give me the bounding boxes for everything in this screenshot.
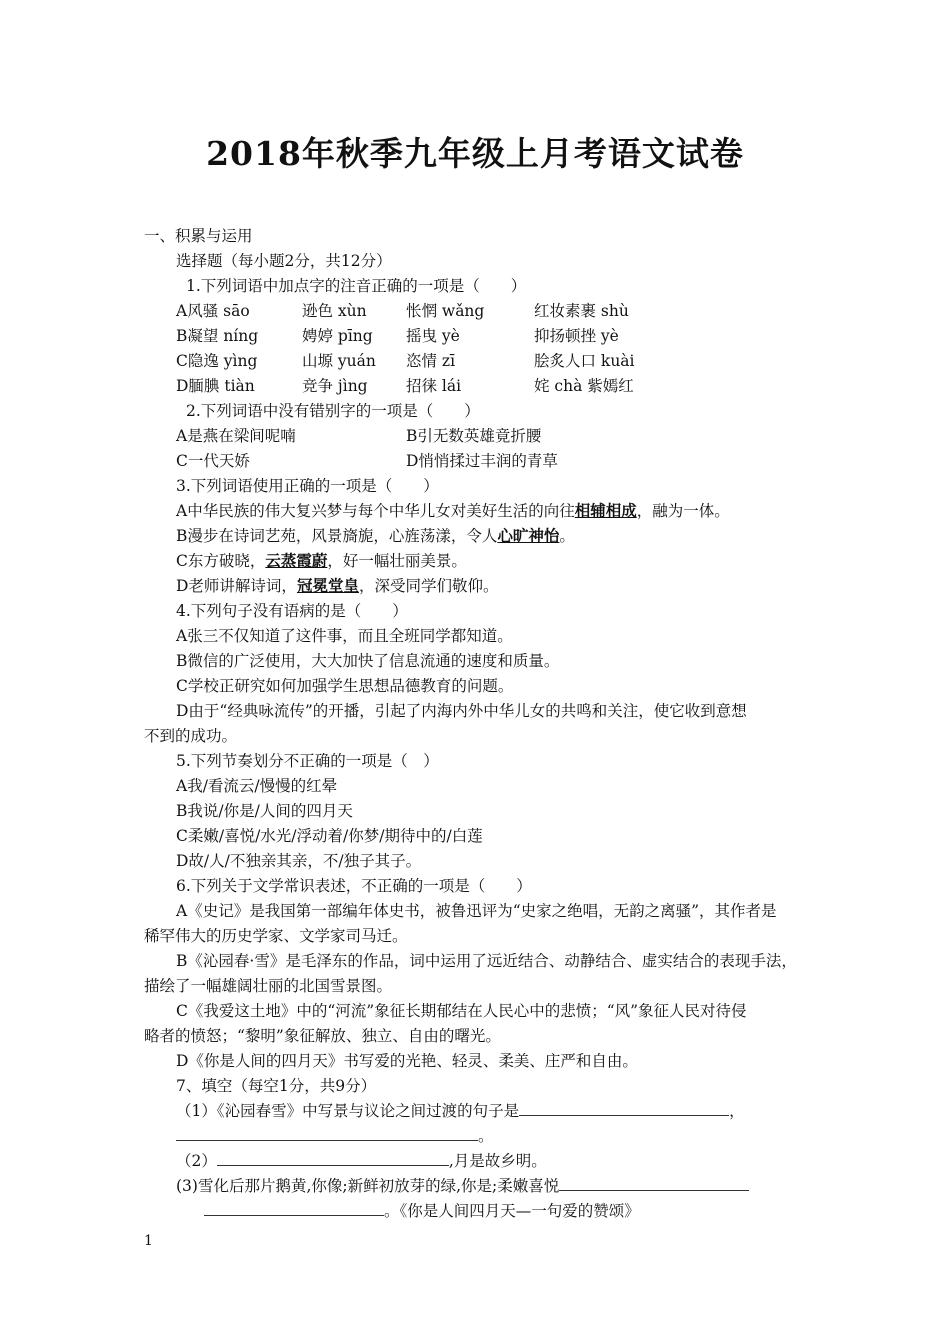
section-heading: 一、积累与运用 xyxy=(144,227,253,245)
q6-option-d: D《你是人间的四月天》书写爱的光艳、轻灵、柔美、庄严和自由。 xyxy=(176,1052,638,1070)
q3-option-d xyxy=(176,576,498,596)
q1-b-4: 抑扬顿挫 yè xyxy=(534,327,619,345)
q1-c-2: 山塬 yuán xyxy=(302,352,376,370)
q4-option-d: D由于“经典咏流传”的开播，引起了内海内外中华儿女的共鸣和关注，使它收到意想 xyxy=(176,702,747,720)
q6-option-a: A《史记》是我国第一部编年体史书，被鲁迅评为“史家之绝唱，无韵之离骚”，其作者是 xyxy=(176,902,777,920)
q3-d-text: D老师讲解诗词， xyxy=(176,577,297,595)
q3-b-end: 。 xyxy=(559,527,575,545)
q7-3-text: (3)雪化后那片鹅黄,你像;新鲜初放芽的绿,你是;柔嫩喜悦 xyxy=(176,1177,560,1195)
q1-d-2: 竞争 jìng xyxy=(302,377,368,395)
q5-option-d: D故/人/不独亲其亲，不/独子其子。 xyxy=(176,852,422,870)
q3-stem: 3.下列词语使用正确的一项是（ ） xyxy=(176,477,439,495)
q3-a-end: ，融为一体。 xyxy=(636,502,730,520)
q1-c-4: 脍炙人口 kuài xyxy=(534,352,635,370)
q6-option-b-cont: 描绘了一幅雄阔壮丽的北国雪景图。 xyxy=(144,977,393,995)
q7-2-end: ,月是故乡明。 xyxy=(448,1152,547,1170)
q7-stem: 7、填空（每空1分，共9分） xyxy=(176,1077,377,1095)
q3-d-word: 冠冕堂皇 xyxy=(296,576,359,595)
q2-option-d: D悄悄揉过丰润的青草 xyxy=(406,452,558,470)
q1-a-4: 红妆素裹 shù xyxy=(534,302,629,320)
q4-option-a: A张三不仅知道了这件事，而且全班同学都知道。 xyxy=(176,627,513,645)
q6-option-b: B《沁园春·雪》是毛泽东的作品，词中运用了远近结合、动静结合、虚实结合的表现手法， xyxy=(176,952,797,970)
q7-item-3-cont xyxy=(204,1201,640,1221)
q7-1-comma: ， xyxy=(729,1102,745,1120)
q7-3-end: 。《你是人间四月天—一句爱的赞颂》 xyxy=(384,1202,640,1220)
q7-item-2 xyxy=(176,1151,547,1171)
q1-b-2: 娉婷 pīng xyxy=(302,327,373,345)
q3-b-word: 心旷神怡 xyxy=(497,526,560,545)
q7-3-blank-a[interactable] xyxy=(559,1176,749,1191)
q6-option-a-cont: 稀罕伟大的历史学家、文学家司马迁。 xyxy=(144,927,408,945)
q2-stem: 2.下列词语中没有错别字的一项是（ ） xyxy=(186,402,480,420)
q3-a-text: A中华民族的伟大复兴梦与每个中华儿女对美好生活的向往 xyxy=(176,502,575,520)
q5-stem: 5.下列节奏划分不正确的一项是（ ） xyxy=(176,752,439,770)
q2-option-a: A是燕在梁间呢喃 xyxy=(176,427,296,445)
q3-b-text: B漫步在诗词艺苑，风景旖旎，心旌荡漾，令人 xyxy=(176,527,498,545)
q5-option-b: B我说/你是/人间的四月天 xyxy=(176,802,353,820)
q4-option-c: C学校正研究如何加强学生思想品德教育的问题。 xyxy=(176,677,514,695)
q1-a-3: 怅惘 wǎng xyxy=(406,302,485,320)
q4-stem: 4.下列句子没有语病的是（ ） xyxy=(176,602,408,620)
q4-option-b: B微信的广泛使用，大大加快了信息流通的速度和质量。 xyxy=(176,652,560,670)
q5-option-a: A我/看流云/慢慢的红晕 xyxy=(176,777,338,795)
q7-3-blank-b[interactable] xyxy=(204,1201,384,1216)
q7-2-blank[interactable] xyxy=(217,1151,449,1166)
q3-option-a xyxy=(176,501,730,521)
q3-option-b xyxy=(176,526,575,546)
q3-a-word: 相辅相成 xyxy=(574,501,637,520)
q6-stem: 6.下列关于文学常识表述，不正确的一项是（ ） xyxy=(176,877,532,895)
q7-2-text: （2） xyxy=(176,1152,217,1170)
q1-d-1: D腼腆 tiàn xyxy=(176,377,255,395)
q1-stem: 1.下列词语中加点字的注音正确的一项是（ ） xyxy=(186,277,527,295)
q7-1-blank-a[interactable] xyxy=(519,1101,729,1116)
q7-item-3 xyxy=(176,1176,749,1196)
q7-item-1 xyxy=(176,1101,745,1121)
q5-option-c: C柔嫩/喜悦/水光/浮动着/你梦/期待中的/白莲 xyxy=(176,827,483,845)
q7-1-period: 。 xyxy=(478,1127,494,1145)
choice-intro: 选择题（每小题2分，共12分） xyxy=(176,252,392,270)
q3-c-word: 云蒸霞蔚 xyxy=(265,551,328,570)
q1-b-3: 摇曳 yè xyxy=(406,327,460,345)
q2-option-b: B引无数英雄竟折腰 xyxy=(406,427,542,445)
q3-c-end: ，好一幅壮丽美景。 xyxy=(327,552,467,570)
q3-c-text: C东方破晓， xyxy=(176,552,266,570)
q3-option-c xyxy=(176,551,467,571)
q2-option-c: C一代天娇 xyxy=(176,452,250,470)
page-number: 1 xyxy=(144,1233,153,1249)
q1-b-1: B凝望 níng xyxy=(176,327,259,345)
q1-d-3: 招徕 lái xyxy=(406,377,462,395)
q7-item-1-cont xyxy=(176,1126,494,1146)
q1-d-4: 姹 chà 紫嫣红 xyxy=(534,377,634,395)
page-title: 2018年秋季九年级上月考语文试卷 xyxy=(206,134,744,173)
q6-option-c: C《我爱这土地》中的“河流”象征长期郁结在人民心中的悲愤；“风”象征人民对待侵 xyxy=(176,1002,747,1020)
q4-option-d-cont: 不到的成功。 xyxy=(144,727,238,745)
q7-1-text: （1）《沁园春雪》中写景与议论之间过渡的句子是 xyxy=(176,1102,520,1120)
q1-a-1: A风骚 sāo xyxy=(176,302,250,320)
q7-1-blank-b[interactable] xyxy=(176,1126,478,1141)
q1-c-3: 恣情 zī xyxy=(406,352,456,370)
q1-c-1: C隐逸 yìng xyxy=(176,352,258,370)
q3-d-end: ，深受同学们敬仰。 xyxy=(358,577,499,595)
q6-option-c-cont: 略者的愤怒；“黎明”象征解放、独立、自由的曙光。 xyxy=(144,1027,501,1045)
q1-a-2: 逊色 xùn xyxy=(302,302,367,320)
